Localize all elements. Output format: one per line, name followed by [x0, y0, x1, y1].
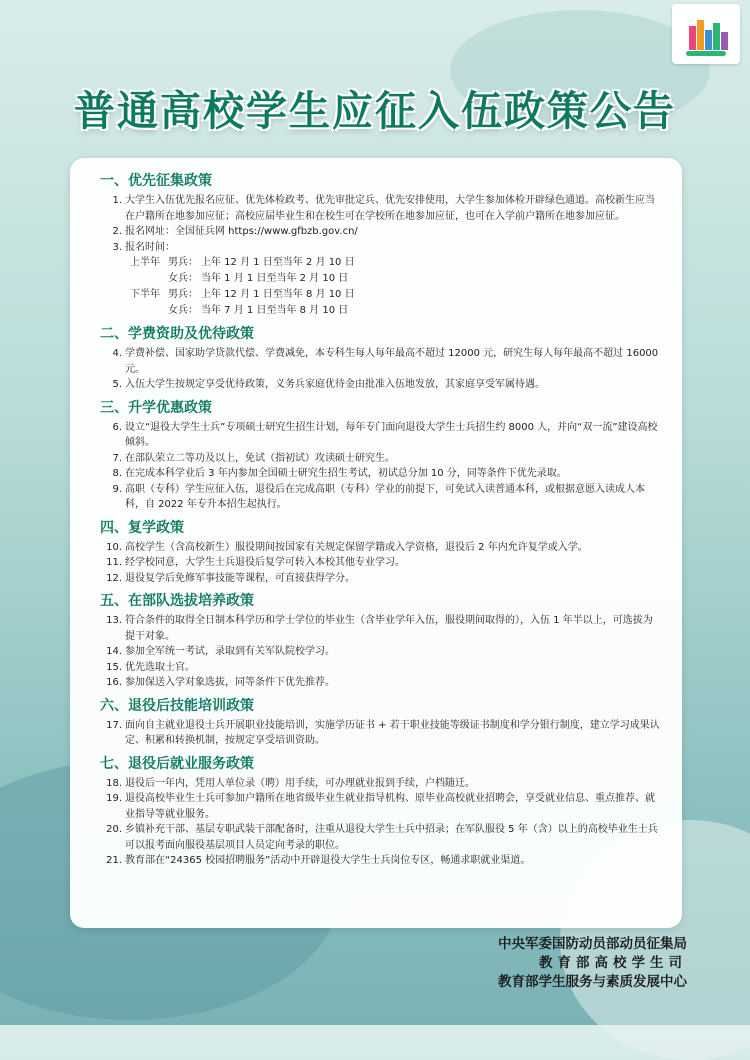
section-title-tuition-aid: 二、学费资助及优待政策 [100, 326, 254, 342]
list-item: 19. 退役高校毕业生士兵可参加户籍所在地省级毕业生就业指导机构、原毕业高校就业招聘会，享受就业信息、重点推荐、就业指导等就业服务。 [106, 793, 655, 820]
section-title-skills-training: 六、退役后技能培训政策 [100, 697, 254, 714]
list-item: 11. 经学校同意，大学生士兵退役后复学可转入本校其他专业学习。 [106, 557, 405, 568]
list-item: 6. 设立“退役大学生士兵”专项硕士研究生招生计划，每年专门面向退役大学生士兵招生约 8000 人，并向“双一流”建设高校倾斜。 [112, 421, 658, 448]
policy-content [100, 172, 660, 869]
page-title: 普通高校学生应征入伍政策公告 [74, 87, 676, 135]
list-item: 7. 在部队荣立二等功及以上，免试（指初试）攻读硕士研究生。 [112, 452, 395, 464]
issuing-authorities [452, 935, 687, 992]
section-title-priority-recruitment: 一、优先征集政策 [100, 173, 212, 189]
section-title-employment-services: 七、退役后就业服务政策 [100, 755, 254, 772]
section-title-further-study: 三、升学优惠政策 [100, 399, 212, 416]
list-item: 4. 学费补偿、国家助学贷款代偿、学费减免，本专科生每人每年最高不超过 12000 元，研究生每人每年最高不超过 16000 元。 [112, 348, 659, 375]
schedule-row: 女兵： 当年 7 月 1 日至当年 8 月 10 日 [168, 305, 349, 316]
list-item: 5. 入伍大学生按规定享受优待政策，义务兵家庭优待金由批准入伍地发放，其家庭享受军属待遇。 [112, 379, 545, 390]
list-item: 18. 退役后一年内，凭用人单位录（聘）用手续，可办理就业报到手续，户档随迁。 [106, 777, 475, 789]
registration-schedule [100, 255, 660, 319]
list-item: 3. 报名时间： [112, 241, 175, 253]
section-title-military-training: 五、在部队选拔培养政策 [100, 593, 254, 609]
list-item: 16. 参加保送入学对象选拔，同等条件下优先推荐。 [106, 677, 335, 688]
list-item: 13. 符合条件的取得全日制本科学历和学士学位的毕业生（含毕业学年入伍，服役期间取得的），入伍 1 年半以上，可选拔为提干对象。 [106, 615, 653, 642]
schedule-row: 上半年 男兵： 上年 12 月 1 日至当年 2 月 10 日 [130, 257, 355, 268]
list-item: 15. 优先选取士官。 [106, 661, 195, 673]
issuer-line: 中央军委国防动员部动员征集局 [498, 936, 687, 952]
list-item: 21. 教育部在“24365 校园招聘服务”活动中开辟退役大学生士兵岗位专区，畅通求职就业渠道。 [106, 855, 531, 866]
list-item: 9. 高职（专科）学生应征入伍，退役后在完成高职（专科）学业的前提下，可免试入读普通本科，或根据意愿入读成人本科，自 2022 年专升本招生起执行。 [112, 483, 645, 510]
schedule-row: 女兵： 当年 1 月 1 日至当年 2 月 10 日 [168, 273, 349, 284]
list-item: 8. 在完成本科学业后 3 年内参加全国硕士研究生招生考试，初试总分加 10 分，同等条件下优先录取。 [112, 468, 567, 479]
schedule-row: 下半年 男兵： 上年 12 月 1 日至当年 8 月 10 日 [130, 289, 355, 300]
list-item: 14. 参加全军统一考试，录取到有关军队院校学习。 [106, 646, 335, 657]
policy-card [70, 158, 682, 928]
list-item: 12. 退役复学后免修军事技能等课程，可直接获得学分。 [106, 572, 355, 584]
city-buildings-logo-icon [672, 4, 740, 64]
list-item: 2. 报名网址：全国征兵网 https://www.gfbzb.gov.cn/ [100, 224, 660, 240]
issuer-line: 教育部学生服务与素质发展中心 [498, 974, 687, 990]
section-title-resume-study: 四、复学政策 [100, 519, 184, 536]
registration-url-text: 报名网址：全国征兵网 https://www.gfbzb.gov.cn/ [125, 226, 358, 237]
list-item: 17. 面向自主就业退役士兵开展职业技能培训，实施学历证书 + 若干职业技能等级证书制度和学分银行制度，建立学习成果认定、积累和转换机制，按规定享受培训资助。 [106, 719, 660, 746]
list-item: 1. 大学生入伍优先报名应征、优先体检政考、优先审批定兵、优先安排使用，大学生参加体检开辟绿色通道。高校新生应当在户籍所在地参加应征；高校应届毕业生和在校生可在学校所在地参加应征，也可在入学前户籍所在地参加应征。 [112, 195, 655, 222]
list-item: 20. 乡镇补充干部、基层专职武装干部配备时，注重从退役大学生士兵中招录；在军队服役 5 年（含）以上的高校毕业生士兵可以报考面向服役基层项目人员定向考录的职位。 [106, 824, 658, 851]
list-item: 10. 高校学生（含高校新生）服役期间按国家有关规定保留学籍或入学资格，退役后 2 年内允许复学或入学。 [106, 541, 588, 553]
issuer-line: 教育部高校学生司 [539, 955, 687, 971]
